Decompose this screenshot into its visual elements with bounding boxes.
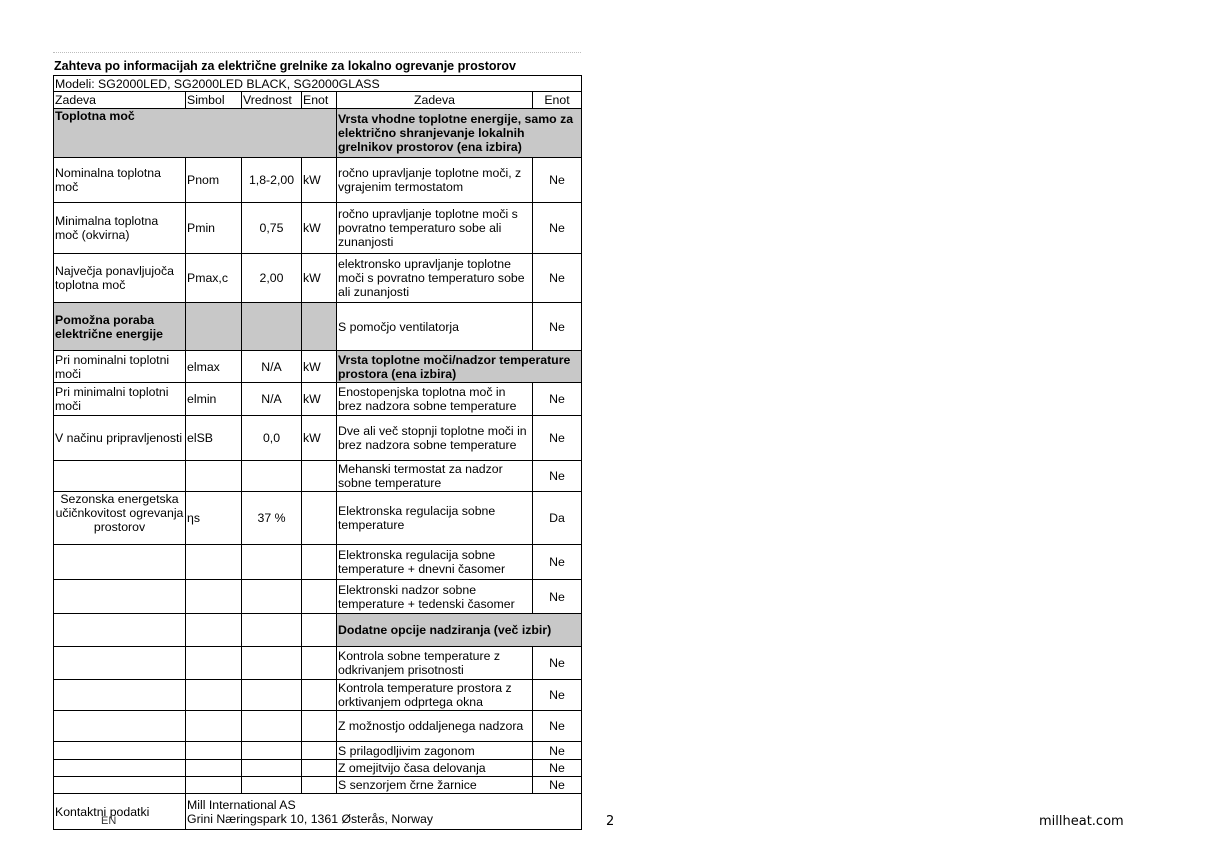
- option-row-label: S senzorjem črne žarnice: [337, 777, 533, 794]
- blank-cell: [54, 647, 186, 680]
- page-number: 2: [606, 814, 615, 829]
- blank-cell: [302, 680, 337, 711]
- option-row-value: Ne: [533, 777, 582, 794]
- blank-cell: [54, 614, 186, 647]
- minimum-label: Minimalna toplotna moč (okvirna): [54, 203, 186, 254]
- blank-cell: [54, 580, 186, 614]
- blank-cell: [242, 777, 302, 794]
- blank-cell: [242, 711, 302, 742]
- efficiency-value: 37 %: [242, 492, 302, 545]
- info-table: [53, 75, 582, 830]
- input-row-value: Ne: [533, 303, 582, 351]
- max-unit: kW: [302, 254, 337, 303]
- option-row-label: Z možnostjo oddaljenega nadzora: [337, 711, 533, 742]
- control-row-value: Da: [533, 492, 582, 545]
- blank-cell: [302, 742, 337, 760]
- header-symbol: Simbol: [186, 92, 242, 109]
- option-row-label: Kontrola sobne temperature z odkrivanjem prisotnosti: [337, 647, 533, 680]
- elmin-value: N/A: [242, 383, 302, 416]
- efficiency-label: Sezonska energetska učičnkovitost ogrevanja prostorov: [54, 492, 186, 545]
- blank-cell: [242, 614, 302, 647]
- blank-cell: [302, 614, 337, 647]
- elmin-symbol: elmin: [186, 383, 242, 416]
- control-row-label: Dve ali več stopnji toplotne moči in brez nadzora sobne temperature: [337, 416, 533, 461]
- input-row-value: Ne: [533, 254, 582, 303]
- efficiency-symbol: ηs: [186, 492, 242, 545]
- control-row-label: Elektronska regulacija sobne temperature: [337, 492, 533, 545]
- elsb-value: 0,0: [242, 416, 302, 461]
- control-row-value: Ne: [533, 461, 582, 492]
- blank-cell: [186, 760, 242, 777]
- elmax-unit: kW: [302, 351, 337, 383]
- control-row-label: Mehanski termostat za nadzor sobne temperature: [337, 461, 533, 492]
- blank-cell: [186, 545, 242, 580]
- control-row-value: Ne: [533, 416, 582, 461]
- control-row-value: Ne: [533, 545, 582, 580]
- nominal-label: Nominalna toplotna moč: [54, 158, 186, 203]
- blank-cell: [54, 760, 186, 777]
- models-row: Modeli: SG2000LED, SG2000LED BLACK, SG2000GLASS: [54, 76, 582, 92]
- max-label: Največja ponavljujoča toplotna moč: [54, 254, 186, 303]
- blank-cell: [186, 580, 242, 614]
- blank-cell: [54, 680, 186, 711]
- elmax-value: N/A: [242, 351, 302, 383]
- aux-blank: [186, 303, 242, 351]
- blank-cell: [302, 580, 337, 614]
- contact-address: Grini Næringspark 10, 1361 Østerås, Norway: [187, 811, 434, 826]
- header-right-unit: Enot: [533, 92, 582, 109]
- blank-cell: [242, 461, 302, 492]
- option-row-value: Ne: [533, 760, 582, 777]
- elsb-symbol: elSB: [186, 416, 242, 461]
- input-row-value: Ne: [533, 158, 582, 203]
- blank-cell: [242, 545, 302, 580]
- blank-cell: [186, 711, 242, 742]
- input-row-value: Ne: [533, 203, 582, 254]
- control-row-label: Enostopenjska toplotna moč in brez nadzora sobne temperature: [337, 383, 533, 416]
- max-value: 2,00: [242, 254, 302, 303]
- option-row-value: Ne: [533, 742, 582, 760]
- blank-cell: [302, 461, 337, 492]
- blank-cell: [302, 545, 337, 580]
- blank-cell: [54, 742, 186, 760]
- nominal-symbol: Pnom: [186, 158, 242, 203]
- option-row-value: Ne: [533, 647, 582, 680]
- input-row-label: ročno upravljanje toplotne moči s povratno temperaturo sobe ali zunanjosti: [337, 203, 533, 254]
- contact-label: Kontaktni podatki: [54, 794, 186, 830]
- blank-cell: [302, 647, 337, 680]
- blank-cell: [186, 461, 242, 492]
- max-symbol: Pmax,c: [186, 254, 242, 303]
- input-row-label: elektronsko upravljanje toplotne moči s povratno temperaturo sobe ali zunanjosti: [337, 254, 533, 303]
- blank-cell: [186, 742, 242, 760]
- blank-cell: [242, 580, 302, 614]
- option-row-label: S prilagodljivim zagonom: [337, 742, 533, 760]
- input-type-heading: Vrsta vhodne toplotne energije, samo za električno shranjevanje lokalnih grelnikov prostorov (ena izbira): [337, 109, 582, 158]
- blank-cell: [186, 680, 242, 711]
- contact-details: [186, 794, 582, 830]
- blank-cell: [242, 760, 302, 777]
- blank-cell: [242, 647, 302, 680]
- elsb-unit: kW: [302, 416, 337, 461]
- page-border-top: [53, 52, 581, 53]
- blank-cell: [302, 711, 337, 742]
- blank-cell: [242, 680, 302, 711]
- document-title: Zahteva po informacijah za električne grelnike za lokalno ogrevanje prostorov: [54, 59, 516, 73]
- minimum-symbol: Pmin: [186, 203, 242, 254]
- control-row-value: Ne: [533, 383, 582, 416]
- blank-cell: [302, 492, 337, 545]
- blank-cell: [186, 647, 242, 680]
- elmax-label: Pri nominalni toplotni moči: [54, 351, 186, 383]
- nominal-value: 1,8-2,00: [242, 158, 302, 203]
- minimum-unit: kW: [302, 203, 337, 254]
- option-row-label: Z omejitvijo časa delovanja: [337, 760, 533, 777]
- language-code: EN: [101, 815, 117, 827]
- control-row-label: Elektronski nadzor sobne temperature + tedenski časomer: [337, 580, 533, 614]
- header-item: Zadeva: [54, 92, 186, 109]
- elmin-unit: kW: [302, 383, 337, 416]
- option-row-value: Ne: [533, 711, 582, 742]
- option-row-label: Kontrola temperature prostora z orktivanjem odprtega okna: [337, 680, 533, 711]
- control-row-label: Elektronska regulacija sobne temperature + dnevni časomer: [337, 545, 533, 580]
- header-unit: Enot: [302, 92, 337, 109]
- blank-cell: [54, 545, 186, 580]
- contact-company: Mill International AS: [187, 797, 296, 812]
- elmin-label: Pri minimalni toplotni moči: [54, 383, 186, 416]
- options-heading: Dodatne opcije nadziranja (več izbir): [337, 614, 582, 647]
- blank-cell: [54, 711, 186, 742]
- website: millheat.com: [1039, 814, 1124, 829]
- blank-cell: [54, 461, 186, 492]
- header-right-item: Zadeva: [337, 92, 533, 109]
- aux-heading: Pomožna poraba električne energije: [54, 303, 186, 351]
- control-row-value: Ne: [533, 580, 582, 614]
- input-row-label: ročno upravljanje toplotne moči, z vgrajenim termostatom: [337, 158, 533, 203]
- nominal-unit: kW: [302, 158, 337, 203]
- elsb-label: V načinu pripravljenosti: [54, 416, 186, 461]
- blank-cell: [186, 777, 242, 794]
- option-row-value: Ne: [533, 680, 582, 711]
- minimum-value: 0,75: [242, 203, 302, 254]
- aux-blank: [242, 303, 302, 351]
- blank-cell: [186, 614, 242, 647]
- heat-output-heading: Toplotna moč: [54, 109, 337, 158]
- blank-cell: [242, 742, 302, 760]
- aux-blank: [302, 303, 337, 351]
- blank-cell: [302, 760, 337, 777]
- elmax-symbol: elmax: [186, 351, 242, 383]
- blank-cell: [302, 777, 337, 794]
- header-value: Vrednost: [242, 92, 302, 109]
- control-type-heading: Vrsta toplotne moči/nadzor temperature prostora (ena izbira): [337, 351, 582, 383]
- input-row-label: S pomočjo ventilatorja: [337, 303, 533, 351]
- blank-cell: [54, 777, 186, 794]
